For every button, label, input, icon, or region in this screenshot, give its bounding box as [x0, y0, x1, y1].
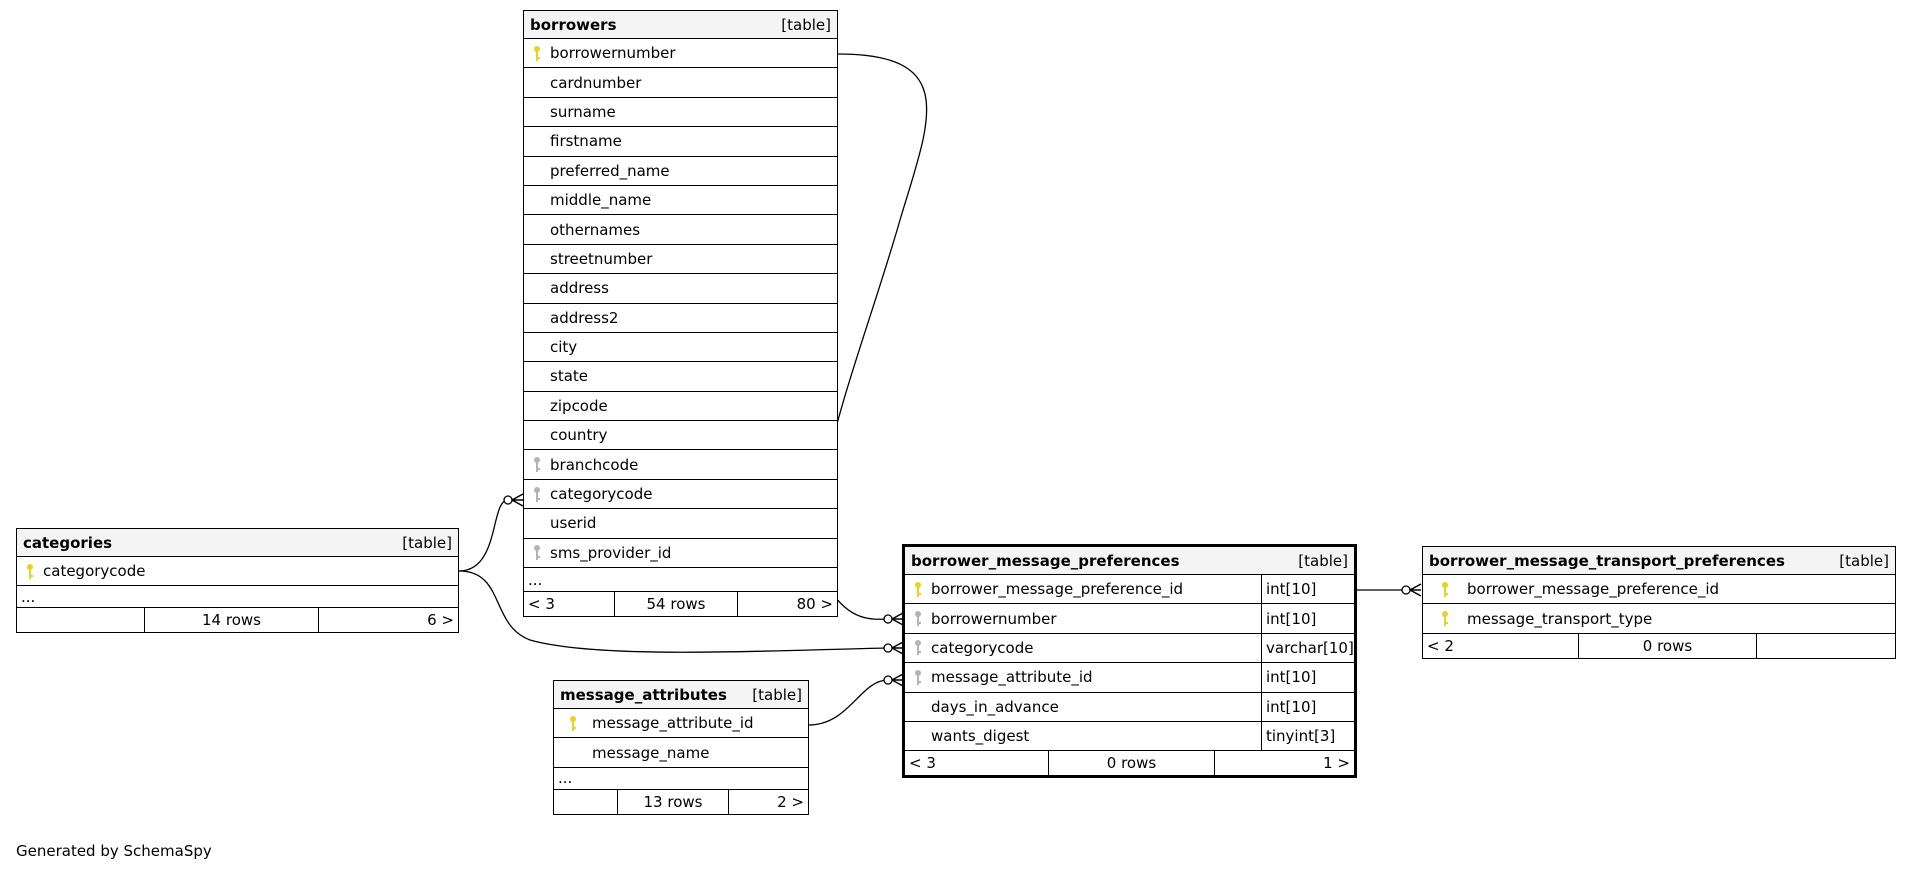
column-type: int[10] [1261, 575, 1354, 603]
column-name: zipcode [550, 396, 608, 415]
table-header [554, 681, 808, 709]
column-row[interactable] [905, 722, 1354, 751]
edge-categorycode-borrowers [459, 500, 508, 571]
row-count: 0 rows [1579, 634, 1757, 658]
row-count: 13 rows [618, 790, 729, 814]
children-count[interactable] [1757, 634, 1895, 658]
more-columns: ... [524, 568, 837, 592]
column-row[interactable] [17, 557, 458, 586]
table-footer [554, 790, 808, 814]
table-kind: [table] [1298, 551, 1348, 570]
column-row[interactable] [524, 480, 837, 509]
children-count[interactable]: 2 > [777, 792, 804, 811]
column-row[interactable] [524, 450, 837, 479]
foreign-key-icon [524, 486, 550, 503]
column-name: days_in_advance [931, 697, 1059, 716]
column-name: categorycode [550, 485, 653, 504]
column-type: int[10] [1261, 604, 1354, 632]
primary-key-icon [905, 581, 931, 598]
column-name: streetnumber [550, 249, 653, 268]
column-row[interactable] [524, 39, 837, 68]
column-type: tinyint[3] [1261, 722, 1354, 750]
column-list [905, 575, 1354, 751]
parents-count[interactable]: < 3 [524, 592, 615, 616]
more-columns: ... [554, 768, 808, 790]
table-name: borrower_message_preferences [911, 551, 1180, 570]
column-name: categorycode [931, 638, 1034, 657]
column-name: message_transport_type [1467, 609, 1653, 628]
table-kind: [table] [1839, 551, 1889, 570]
column-name: sms_provider_id [550, 543, 672, 562]
column-name: address [550, 279, 609, 298]
column-name: branchcode [550, 455, 639, 474]
column-list [1423, 575, 1895, 634]
column-row[interactable] [905, 634, 1354, 663]
foreign-key-icon [524, 544, 550, 561]
table-kind: [table] [752, 685, 802, 704]
table-header [524, 11, 837, 39]
column-row[interactable] [524, 421, 837, 450]
row-count: 14 rows [145, 608, 319, 632]
column-name: city [550, 338, 578, 357]
column-list [17, 557, 458, 586]
column-name: cardnumber [550, 73, 642, 92]
foreign-key-icon [524, 456, 550, 473]
column-name: surname [550, 102, 616, 121]
column-row[interactable] [905, 604, 1354, 633]
column-name: userid [550, 514, 597, 533]
parents-count[interactable]: < 2 [1423, 634, 1579, 658]
column-row[interactable] [524, 392, 837, 421]
row-count: 54 rows [615, 592, 738, 616]
column-name: borrowernumber [550, 44, 676, 63]
column-row[interactable] [524, 539, 837, 568]
column-type: varchar[10] [1261, 634, 1354, 662]
table-header [1423, 547, 1895, 575]
foreign-key-icon [905, 610, 931, 627]
column-name: firstname [550, 132, 622, 151]
column-row[interactable] [1423, 604, 1895, 633]
column-row[interactable] [1423, 575, 1895, 604]
column-list [524, 39, 837, 568]
table-kind: [table] [781, 15, 831, 34]
table-name: borrower_message_transport_preferences [1429, 551, 1785, 570]
column-name: borrower_message_preference_id [931, 580, 1184, 599]
table-name: message_attributes [560, 685, 727, 704]
children-count[interactable]: 1 > [1323, 754, 1350, 773]
column-row[interactable] [524, 333, 837, 362]
column-name: message_attribute_id [931, 668, 1093, 687]
primary-key-icon [17, 563, 43, 580]
table-footer [905, 751, 1354, 775]
more-columns: ... [17, 586, 458, 608]
column-row[interactable] [905, 575, 1354, 604]
table-footer [524, 592, 837, 616]
column-name: preferred_name [550, 161, 670, 180]
primary-key-icon [554, 715, 592, 732]
column-name: othernames [550, 220, 641, 239]
generated-by-label: Generated by SchemaSpy [16, 842, 212, 860]
column-name: country [550, 426, 608, 445]
column-list [554, 709, 808, 768]
column-name: middle_name [550, 191, 652, 210]
column-name: message_name [592, 743, 710, 762]
table-borrower-message-preferences[interactable] [902, 544, 1357, 778]
column-name: categorycode [43, 562, 146, 581]
column-row[interactable] [524, 186, 837, 215]
primary-key-icon [1423, 610, 1467, 627]
column-row[interactable] [524, 245, 837, 274]
table-footer [17, 608, 458, 632]
edge-message-attribute [808, 680, 888, 725]
column-row[interactable] [524, 215, 837, 244]
parents-count[interactable] [17, 608, 145, 632]
foreign-key-icon [905, 669, 931, 686]
table-kind: [table] [402, 533, 452, 552]
column-row[interactable] [524, 98, 837, 127]
parents-count[interactable]: < 3 [905, 751, 1049, 775]
column-row[interactable] [524, 274, 837, 303]
column-row[interactable] [524, 362, 837, 391]
column-row[interactable] [554, 738, 808, 767]
table-name: borrowers [530, 15, 617, 34]
table-name: categories [23, 533, 113, 552]
column-name: state [550, 367, 588, 386]
column-name: borrower_message_preference_id [1467, 580, 1720, 599]
column-type: int[10] [1261, 663, 1354, 691]
column-row[interactable] [524, 127, 837, 156]
children-count[interactable]: 6 > [427, 611, 454, 630]
column-row[interactable] [524, 304, 837, 333]
column-name: borrowernumber [931, 609, 1057, 628]
table-borrower-message-transport-preferences[interactable] [1422, 546, 1896, 659]
row-count: 0 rows [1049, 751, 1215, 775]
column-name: wants_digest [931, 727, 1030, 746]
primary-key-icon [524, 45, 550, 62]
column-row[interactable] [905, 663, 1354, 692]
table-categories[interactable] [16, 528, 459, 633]
foreign-key-icon [905, 639, 931, 656]
table-message-attributes[interactable] [553, 680, 809, 815]
column-row[interactable] [905, 693, 1354, 722]
column-row[interactable] [554, 709, 808, 738]
column-name: message_attribute_id [592, 714, 754, 733]
table-borrowers[interactable] [523, 10, 838, 617]
table-header [17, 529, 458, 557]
parents-count[interactable] [554, 790, 618, 814]
table-header [905, 547, 1354, 575]
primary-key-icon [1423, 581, 1467, 598]
children-count[interactable]: 80 > [796, 595, 833, 614]
table-footer [1423, 634, 1895, 658]
column-name: address2 [550, 308, 619, 327]
column-row[interactable] [524, 68, 837, 97]
column-row[interactable] [524, 157, 837, 186]
column-row[interactable] [524, 509, 837, 538]
column-type: int[10] [1261, 693, 1354, 721]
